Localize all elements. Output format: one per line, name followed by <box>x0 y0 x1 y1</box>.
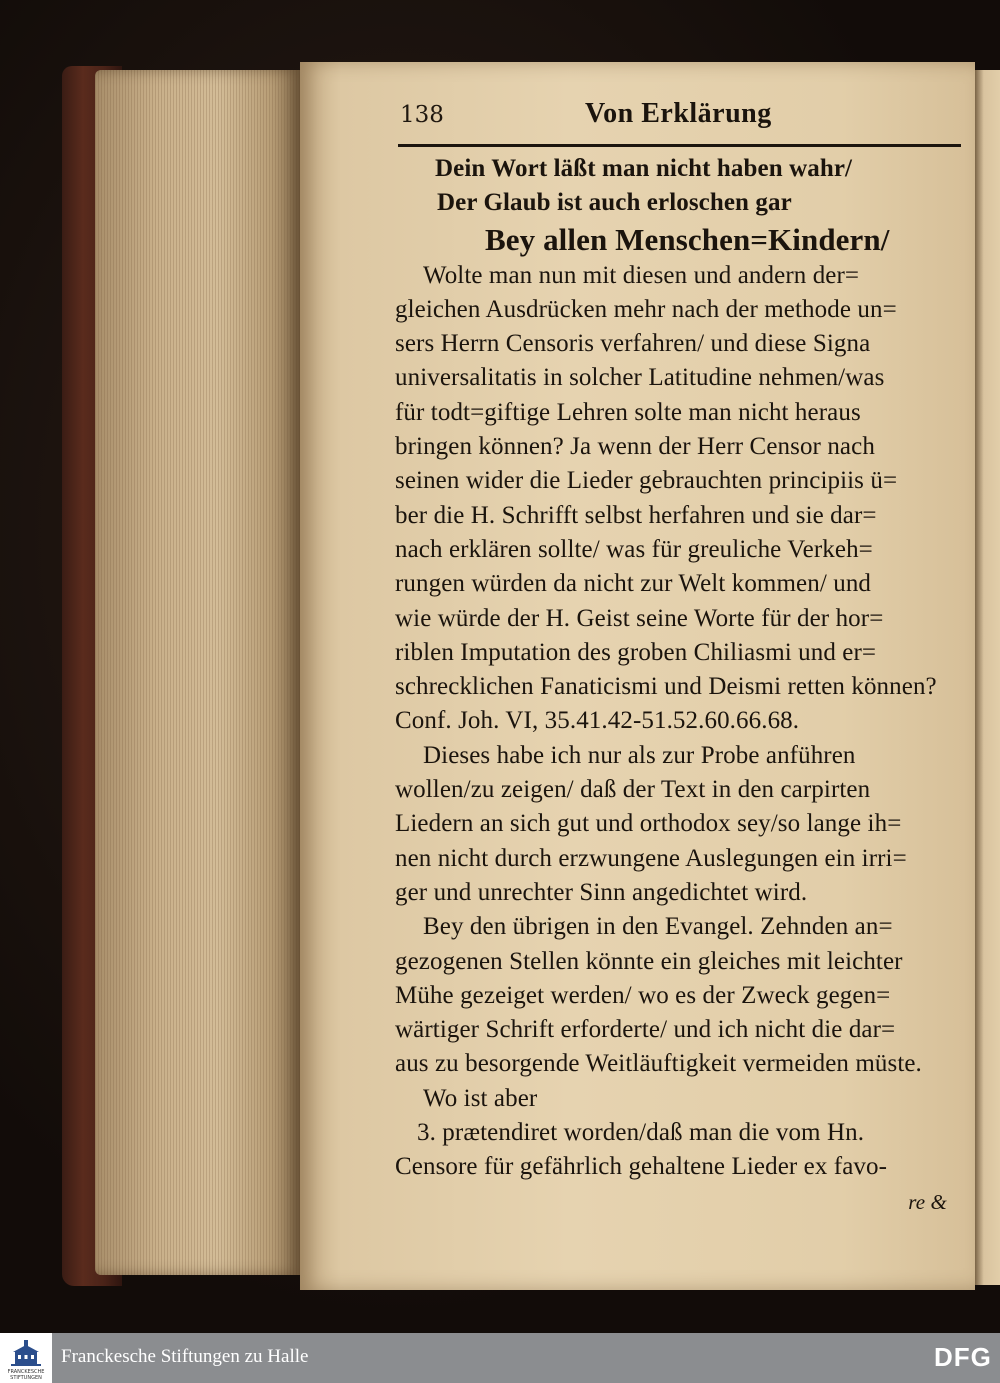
text-line: bringen können? Ja wenn der Herr Censor nach <box>395 433 875 461</box>
text-line: Conf. Joh. VI, 35.41.42-51.52.60.66.68. <box>395 707 800 735</box>
header-rule <box>398 144 961 147</box>
footer-bar <box>0 1333 1000 1383</box>
text-line: Censore für gefährlich gehaltene Lieder ex favo- <box>395 1153 888 1181</box>
text-line: riblen Imputation des groben Chiliasmi und er= <box>395 638 877 666</box>
page-edges <box>95 70 300 1275</box>
text-line: sers Herrn Censoris verfahren/ und diese Signa <box>395 330 871 358</box>
text-line: wollen/zu zeigen/ daß der Text in den carpirten <box>395 776 871 804</box>
text-line: Dieses habe ich nur als zur Probe anführen <box>423 741 856 769</box>
text-line: Liedern an sich gut und orthodox sey/so lange ih= <box>395 810 902 838</box>
text-line: re & <box>908 1189 947 1214</box>
institution-name: Franckesche Stiftungen zu Halle <box>61 1346 309 1367</box>
text-line: Bey den übrigen in den Evangel. Zehnden an= <box>423 913 893 941</box>
institution-logo[interactable] <box>0 1333 52 1383</box>
text-line: gezogenen Stellen könnte ein gleiches mit leichter <box>395 947 903 975</box>
text-line: für todt=giftige Lehren solte man nicht heraus <box>395 398 861 426</box>
text-line: wie würde der H. Geist seine Worte für der hor= <box>395 604 884 632</box>
text-line: nen nicht durch erzwungene Auslegungen ein irri= <box>395 844 907 872</box>
text-line: universalitatis in solcher Latitudine nehmen/was <box>395 364 885 392</box>
text-line: schrecklichen Fanaticismi und Deismi retten können? <box>395 673 937 701</box>
text-line: ger und unrechter Sinn angedichtet wird. <box>395 878 808 906</box>
text-line: Wolte man nun mit diesen und andern der= <box>423 261 860 289</box>
page-number: 138 <box>400 102 444 128</box>
text-line: 3. prætendiret worden/daß man die vom Hn. <box>417 1119 865 1147</box>
text-line: Bey allen Menschen=Kindern/ <box>485 221 890 257</box>
running-title: Von Erklärung <box>585 98 772 129</box>
text-line: Der Glaub ist auch erloschen gar <box>437 189 792 217</box>
text-line: ber die H. Schrifft selbst herfahren und sie dar= <box>395 501 877 529</box>
text-line: seinen wider die Lieder gebrauchten principiis ü= <box>395 467 898 495</box>
text-line: nach erklären sollte/ was für greuliche Verkeh= <box>395 535 873 563</box>
text-line: wärtiger Schrift erforderte/ und ich nicht die dar= <box>395 1016 896 1044</box>
page-text <box>395 152 965 1219</box>
building-icon <box>9 1338 43 1368</box>
page-header <box>400 98 960 140</box>
logo-caption: FRANCKESCHE STIFTUNGEN <box>7 1369 45 1381</box>
text-line: Wo ist aber <box>423 1084 538 1112</box>
text-line: rungen würden da nicht zur Welt kommen/ und <box>395 570 872 598</box>
text-line: aus zu besorgende Weitläuftigkeit vermeiden müste. <box>395 1050 922 1078</box>
next-page-sliver <box>975 70 1000 1285</box>
text-line: Dein Wort läßt man nicht haben wahr/ <box>435 155 853 182</box>
text-line: Mühe gezeiget werden/ wo es der Zweck gegen= <box>395 981 891 1009</box>
dfg-logo[interactable]: DFG <box>934 1342 992 1372</box>
text-line: gleichen Ausdrücken mehr nach der methode un= <box>395 295 897 323</box>
